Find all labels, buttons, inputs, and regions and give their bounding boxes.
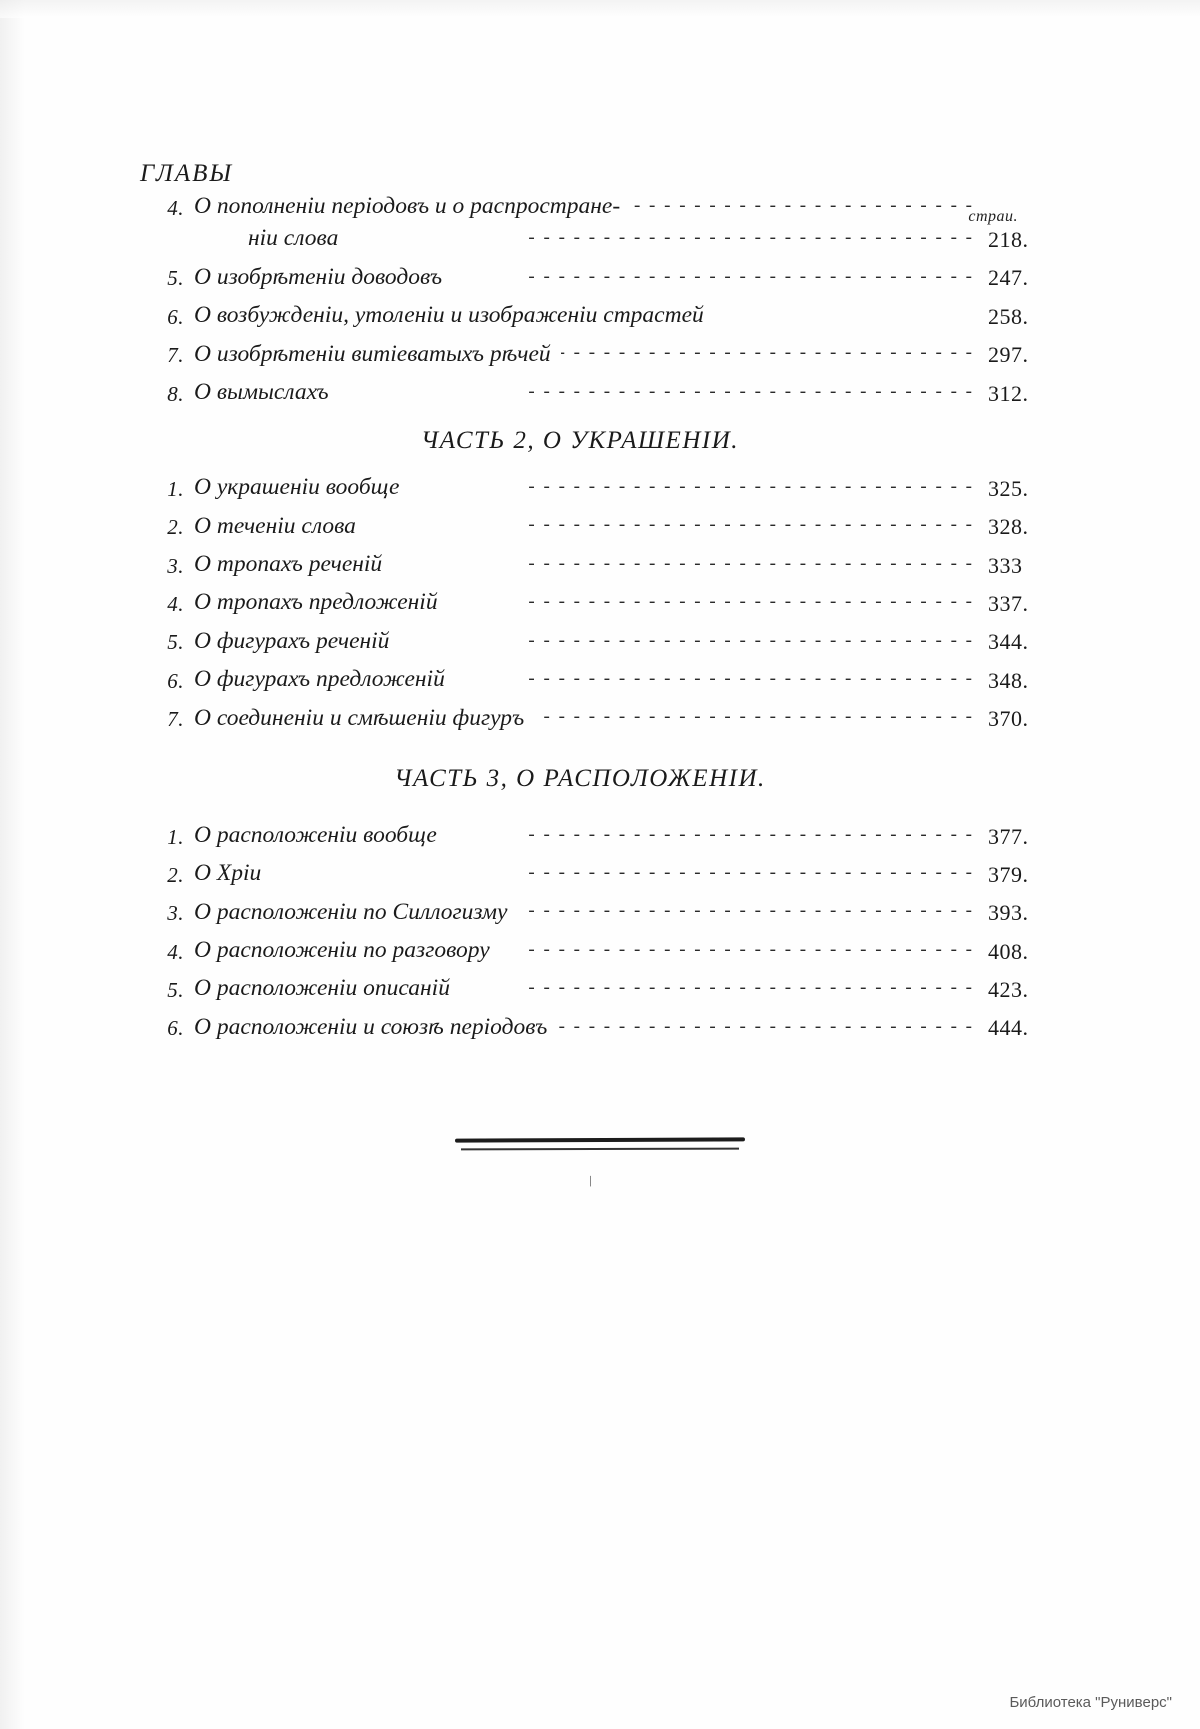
entry-number: 7. [167,707,184,732]
entry-page: 444. [988,1015,1029,1041]
toc-row [140,303,1060,328]
entry-page: 297. [988,342,1029,368]
toc-row [140,629,1060,654]
entry-title: О расположеніи и союзѣ періодовъ [194,1013,548,1040]
entry-page: 258. [988,303,1029,329]
scan-edge-shadow-left [0,0,26,1729]
entry-number: 5. [167,630,184,655]
toc-row [140,475,1060,500]
toc-row [140,552,1060,577]
toc-section-part1 [140,194,1060,405]
dot-leader [448,593,974,613]
dot-leader [348,229,974,249]
toc-row [140,380,1060,405]
toc-row-continuation [140,226,1060,251]
entry-title: О теченіи слова [194,512,356,539]
toc-row [140,900,1060,925]
entry-title: О изобрѣтеніи витіеватыхъ рѣчей [194,340,551,367]
library-watermark: Библиотека "Руниверс" [1009,1694,1172,1711]
dot-leader [557,1017,974,1037]
toc-row [140,823,1060,848]
entry-title: О тропахъ предложеній [194,589,438,616]
dot-leader [409,478,974,498]
toc-row [140,706,1060,731]
dot-leader [271,864,974,884]
entry-title: О Хріи [194,860,262,887]
toc-row [140,590,1060,615]
entry-title: О фигурахъ предложеній [194,666,445,693]
page-column-header: страи. [968,208,1018,225]
entry-number: 6. [167,1016,184,1041]
entry-title: О фигурахъ реченій [194,627,390,654]
entry-page: 218. [988,227,1029,252]
entry-title: О тропахъ реченій [194,551,383,577]
dot-leader [447,825,974,845]
dot-leader [630,196,974,216]
table-of-contents [140,160,1060,1053]
toc-row [140,514,1060,539]
entry-number: 8. [167,381,184,406]
dot-leader [534,708,974,728]
entry-page: 377. [988,823,1029,849]
page-title: ГЛАВЫ [140,160,234,187]
entry-title: О вымыслахъ [194,378,329,405]
toc-section-part2 [140,475,1060,731]
dot-leader [392,554,974,574]
entry-number: 4. [167,592,184,617]
dot-leader [339,382,974,402]
entry-title: О соединеніи и смѣшеніи фигуръ [194,704,525,731]
dot-leader [399,631,974,651]
toc-row [140,265,1060,290]
entry-page: 408. [988,938,1029,964]
entry-number: 2. [167,862,184,887]
entry-number: 7. [167,343,184,368]
dot-leader [366,516,974,536]
entry-page: 423. [988,977,1029,1002]
entry-number: 6. [167,304,184,329]
entry-title: О изобрѣтеніи доводовъ [194,263,443,290]
entry-page: 348. [988,667,1029,693]
toc-section-part3 [140,823,1060,1040]
entry-number: 1. [167,824,184,849]
entry-number: 4. [167,195,184,220]
dot-leader [561,344,974,364]
entry-page: 247. [988,265,1029,291]
decorative-rule [455,1138,745,1148]
dot-leader [460,979,974,999]
entry-number: 5. [167,266,184,291]
rule-thick-line [455,1137,745,1142]
entry-number: 1. [167,476,184,501]
entry-page: 325. [988,475,1029,501]
entry-number: 3. [167,901,184,926]
scan-edge-shadow-top [0,0,1200,18]
entry-number: 2. [167,515,184,540]
toc-row [140,342,1060,367]
entry-page: 312. [988,380,1029,406]
entry-title: О пополненіи періодовъ и о распростране- [194,193,621,219]
entry-page: 333 [988,552,1023,578]
entry-title: О расположеніи описаній [194,975,450,1002]
dot-leader [455,670,974,690]
entry-page: 344. [988,629,1029,655]
scan-artifact-mark: \ [585,1173,595,1191]
entry-number: 3. [167,553,184,578]
toc-row [140,861,1060,886]
entry-page: 337. [988,591,1029,616]
entry-title: О расположеніи по разговору [194,937,490,963]
dot-leader [517,902,974,922]
toc-row [140,938,1060,963]
dot-leader [452,267,974,287]
entry-page: 370. [988,706,1029,732]
entry-page: 328. [988,514,1029,540]
entry-title: О расположеніи по Силлогизму [194,898,508,925]
section-heading-part2: ЧАСТЬ 2, О УКРАШЕНІИ. [420,427,740,455]
toc-row [140,667,1060,692]
entry-number: 6. [167,668,184,693]
entry-title-continuation: ніи слова [248,225,339,252]
entry-page: 379. [988,861,1029,887]
entry-page: 393. [988,900,1029,926]
entry-title: О украшеніи вообще [194,474,400,501]
section-heading-part3: ЧАСТЬ 3, О РАСПОЛОЖЕНІИ. [394,764,766,792]
entry-number: 5. [167,978,184,1003]
entry-title: О возбужденіи, утоленіи и изображеніи страстей [194,302,704,329]
entry-title: О расположеніи вообще [194,821,437,848]
rule-thin-line [461,1148,739,1150]
toc-row [140,976,1060,1001]
toc-row [140,1015,1060,1040]
dot-leader [500,940,974,960]
dot-leader [714,306,974,326]
entry-number: 4. [167,939,184,964]
toc-row [140,194,1060,219]
